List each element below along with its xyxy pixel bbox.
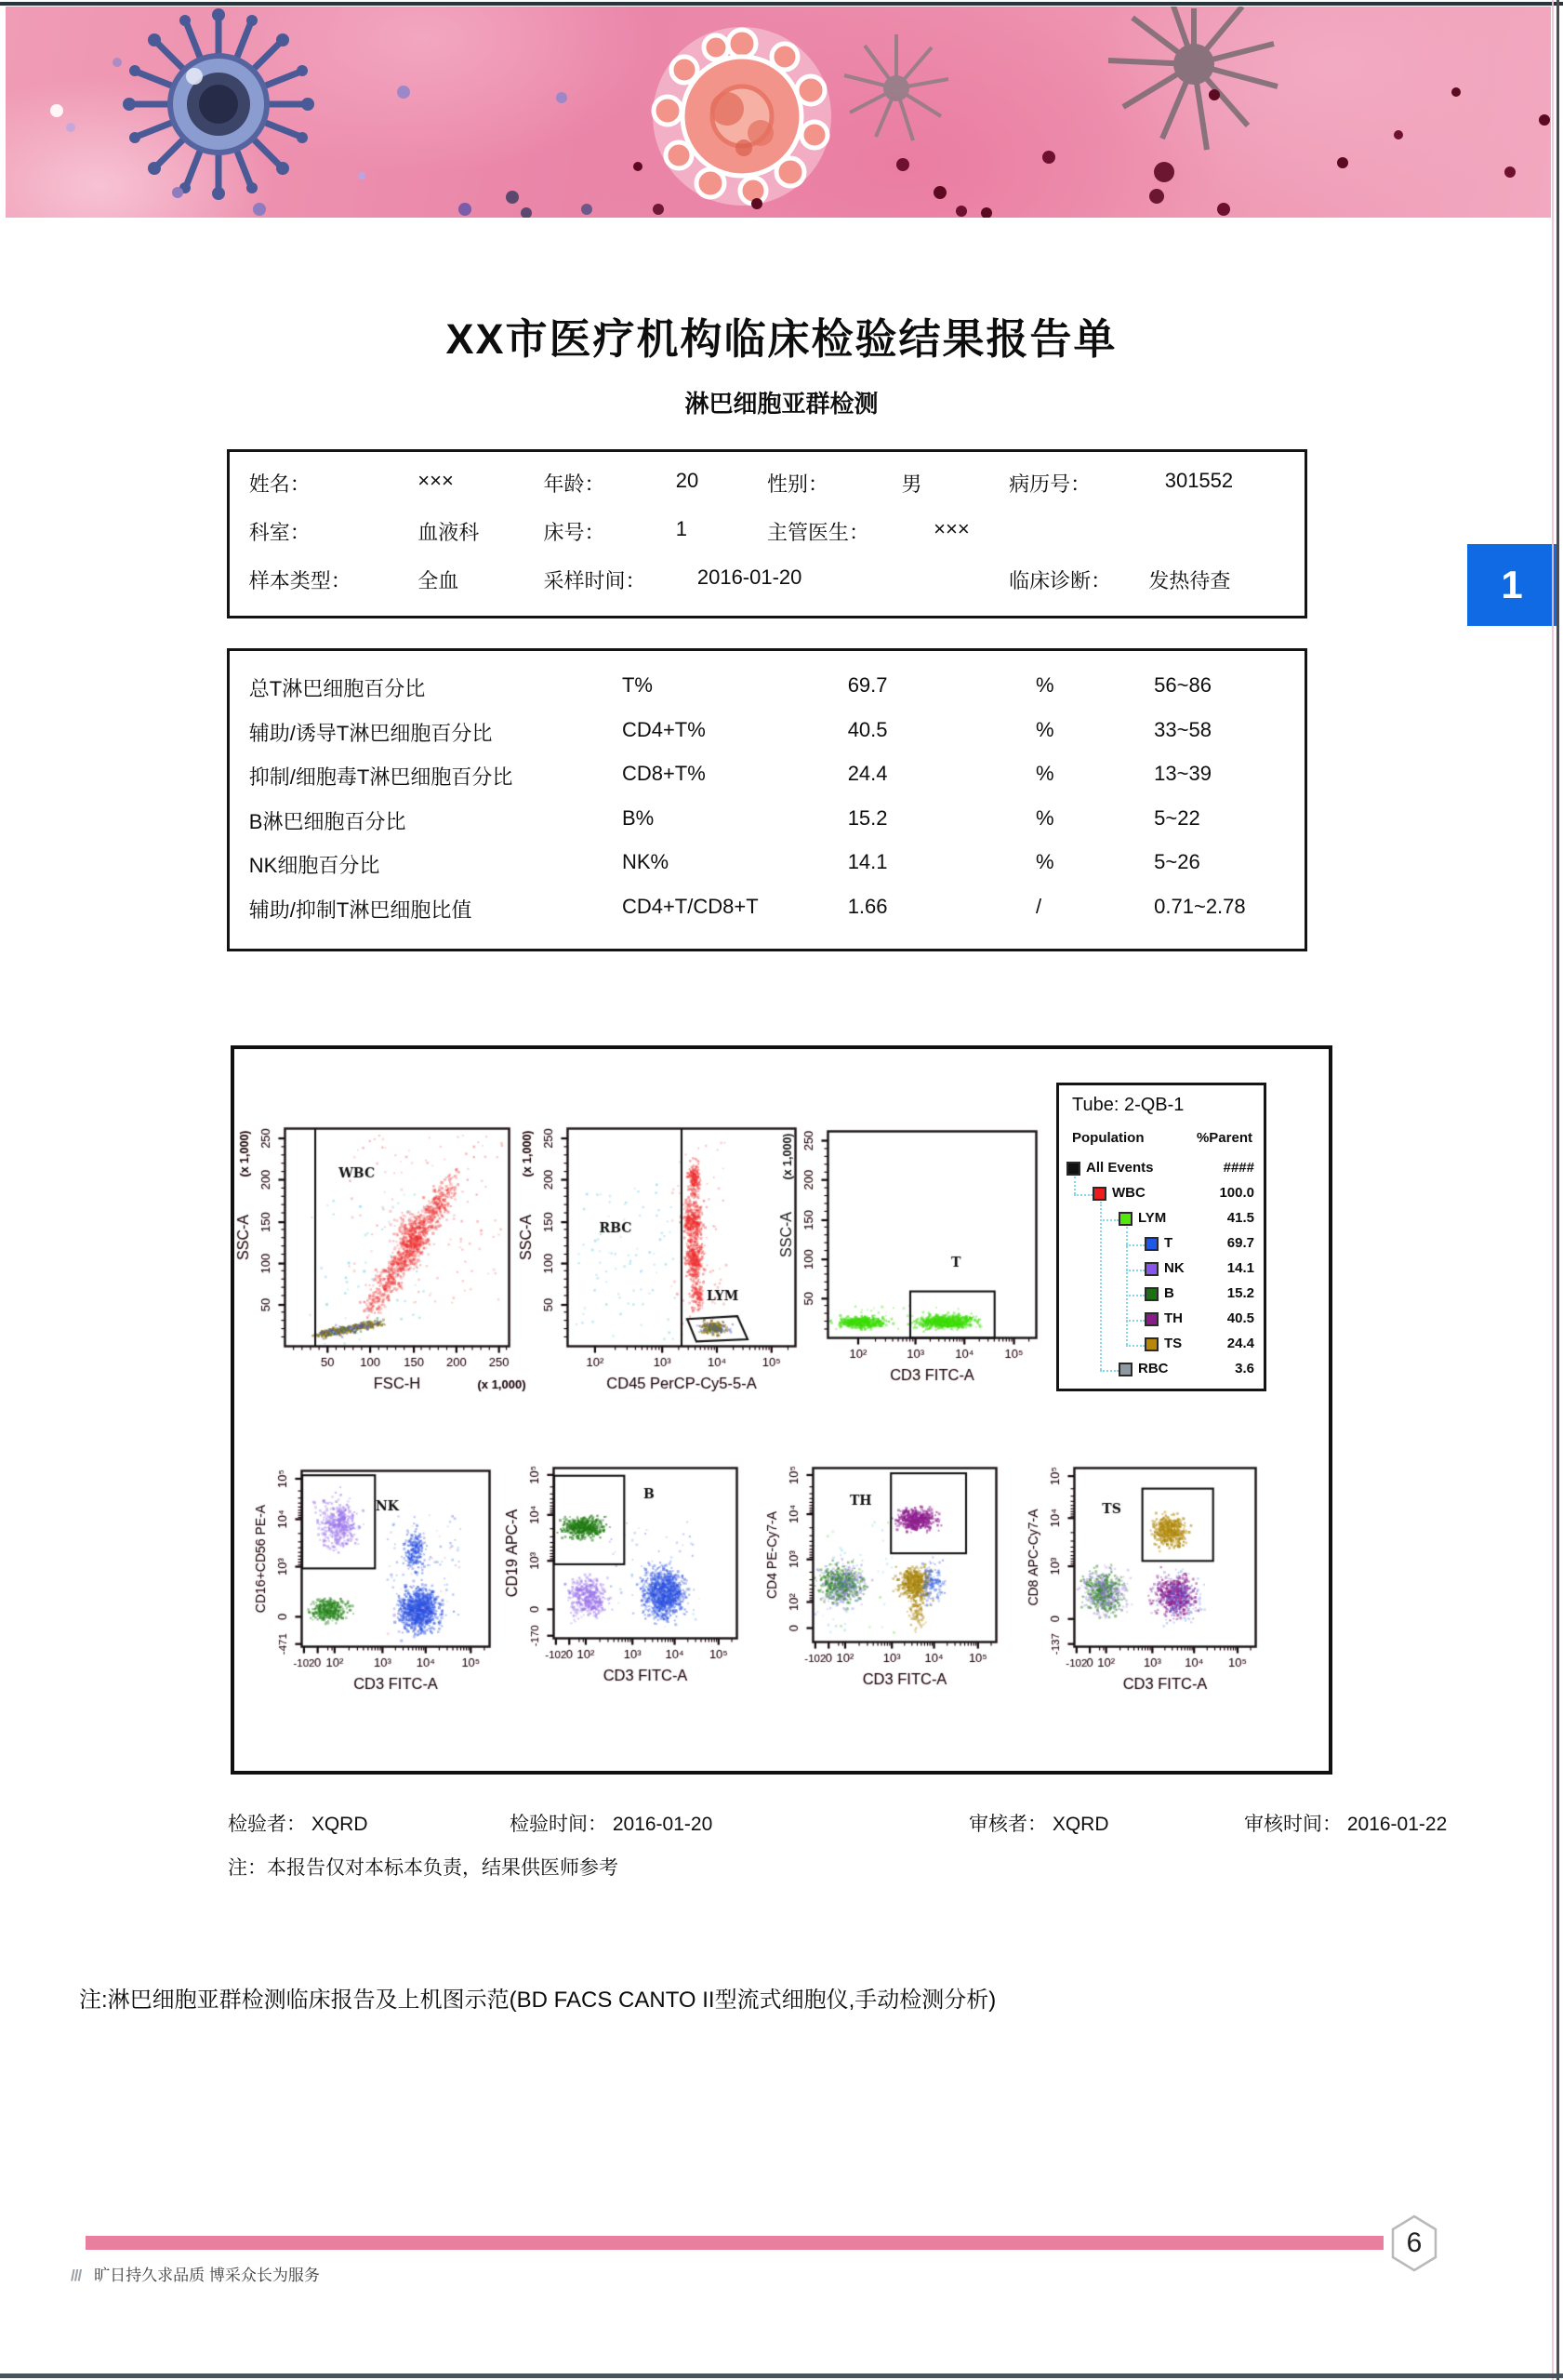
gray-virus-small-icon — [844, 34, 948, 140]
virus-illustration — [6, 7, 1551, 218]
result-unit: % — [1036, 850, 1054, 873]
legend-swatch-ts — [1145, 1337, 1159, 1351]
legend-swatch-nk — [1145, 1262, 1159, 1276]
legend-swatch-rbc — [1119, 1363, 1133, 1376]
legend-tree-connector — [1074, 1194, 1093, 1196]
legend-population-name: T — [1164, 1235, 1173, 1251]
page-bottom-edge — [0, 2373, 1563, 2378]
patient-field-value: 20 — [675, 469, 699, 492]
result-unit: % — [1036, 717, 1054, 741]
legend-population-name: LYM — [1138, 1210, 1167, 1226]
legend-swatch-lym — [1119, 1212, 1133, 1226]
patient-field-value: 发热待查 — [1148, 569, 1231, 592]
legend-tree-connector — [1100, 1370, 1119, 1372]
result-value: 1.66 — [847, 894, 888, 918]
signature-item: 审核时间： 2016-01-22 — [1244, 1814, 1448, 1835]
slash-icon: /// — [71, 2267, 82, 2284]
legend-parent-percent: 14.1 — [1226, 1260, 1254, 1276]
patient-field-label: 床号： — [543, 521, 605, 544]
legend-population-name: NK — [1164, 1260, 1185, 1276]
footer-slogan-text: 旷日持久求品质 博采众长为服务 — [94, 2267, 320, 2284]
legend-tree-connector — [1126, 1295, 1145, 1296]
patient-field-label: 主管医生： — [767, 521, 870, 544]
legend-population-name: All Events — [1086, 1160, 1154, 1176]
legend-tree-connector — [1074, 1177, 1076, 1194]
legend-population-name: WBC — [1112, 1185, 1146, 1201]
result-value: 15.2 — [847, 805, 888, 830]
legend-tree-connector — [1100, 1202, 1102, 1370]
coral-virus-icon — [653, 27, 831, 206]
footer-accent-bar — [86, 2236, 1384, 2250]
legend-parent-percent: 24.4 — [1226, 1336, 1254, 1351]
legend-population-name: TH — [1164, 1310, 1183, 1326]
page-top-edge — [0, 2, 1563, 6]
patient-info-table — [227, 449, 1307, 618]
blue-virus-icon — [123, 8, 314, 200]
result-value: 24.4 — [847, 762, 888, 785]
patient-field-label: 临床诊断： — [1009, 569, 1112, 592]
result-item-name: 抑制/细胞毒T淋巴细胞百分比 — [248, 765, 513, 789]
legend-population-name: TS — [1164, 1336, 1183, 1351]
result-item-name: NK细胞百分比 — [248, 854, 380, 877]
result-code: CD4+T/CD8+T — [621, 894, 759, 918]
legend-col-parent: %Parent — [1196, 1130, 1252, 1146]
result-value: 69.7 — [847, 673, 888, 697]
result-code: CD8+T% — [621, 762, 706, 785]
patient-field-label: 性别： — [767, 472, 829, 496]
result-item-name: 辅助/诱导T淋巴细胞百分比 — [248, 721, 493, 745]
legend-swatch-b — [1145, 1287, 1159, 1301]
patient-field-label: 采样时间： — [543, 569, 646, 592]
result-item-name: 辅助/抑制T淋巴细胞比值 — [248, 897, 472, 922]
result-reference-range: 5~26 — [1154, 850, 1200, 873]
page-right-edge — [1556, 0, 1559, 2380]
legend-population-name: RBC — [1138, 1361, 1169, 1376]
legend-tree-connector — [1126, 1270, 1145, 1271]
legend-tree-connector — [1126, 1345, 1145, 1347]
result-code: T% — [621, 673, 653, 697]
gray-virus-large-icon — [1108, 7, 1278, 204]
patient-field-label: 年龄： — [543, 472, 605, 496]
legend-swatch-all-events — [1066, 1162, 1080, 1176]
legend-tree-connector — [1126, 1320, 1145, 1322]
result-reference-range: 0.71~2.78 — [1154, 894, 1246, 918]
patient-field-value: 2016-01-20 — [696, 565, 802, 589]
result-reference-range: 13~39 — [1154, 762, 1212, 785]
report-note: 注：本报告仅对本标本负责，结果供医师参考 — [228, 1857, 618, 1879]
footer-slogan — [71, 2262, 320, 2285]
legend-parent-percent: 100.0 — [1219, 1185, 1254, 1201]
page-title: XX市医疗机构临床检验结果报告单 — [445, 315, 1118, 363]
chapter-side-tab: 1 — [1467, 544, 1556, 626]
result-reference-range: 56~86 — [1154, 673, 1212, 697]
patient-field-label: 病历号： — [1009, 472, 1092, 496]
signature-item: 审核者： XQRD — [969, 1814, 1109, 1835]
result-unit: % — [1036, 805, 1054, 830]
legend-col-population: Population — [1072, 1130, 1145, 1146]
banner-image — [6, 7, 1551, 218]
patient-field-value: ××× — [417, 469, 454, 492]
legend-tree-connector — [1100, 1219, 1119, 1221]
page-right-edge-pink — [1552, 0, 1554, 2380]
legend-swatch-th — [1145, 1312, 1159, 1326]
signature-item: 检验者： XQRD — [228, 1814, 368, 1835]
signature-item: 检验时间： 2016-01-20 — [510, 1814, 713, 1835]
result-unit: / — [1036, 894, 1042, 918]
result-reference-range: 5~22 — [1154, 805, 1200, 830]
patient-field-value: 301552 — [1164, 469, 1234, 492]
legend-parent-percent: 3.6 — [1235, 1361, 1254, 1376]
patient-field-label: 样本类型： — [248, 569, 351, 592]
page-number: 6 — [1406, 2227, 1423, 2258]
bottom-note: 注:淋巴细胞亚群检测临床报告及上机图示范(BD FACS CANTO II型流式细胞仪,手动检测分析) — [79, 1988, 997, 2013]
result-value: 40.5 — [847, 717, 888, 741]
legend-parent-percent: 15.2 — [1226, 1285, 1254, 1301]
result-value: 14.1 — [847, 850, 888, 873]
legend-tree-connector — [1126, 1244, 1145, 1246]
results-table — [227, 648, 1307, 951]
result-item-name: 总T淋巴细胞百分比 — [248, 677, 426, 700]
result-code: NK% — [621, 850, 669, 873]
legend-parent-percent: #### — [1223, 1160, 1254, 1176]
population-legend — [1056, 1083, 1266, 1391]
patient-field-value: 1 — [675, 517, 687, 540]
patient-field-value: 血液科 — [417, 521, 480, 544]
result-item-name: B淋巴细胞百分比 — [248, 809, 406, 833]
page-subtitle: 淋巴细胞亚群检测 — [684, 390, 879, 418]
legend-swatch-t — [1145, 1237, 1159, 1251]
result-code: CD4+T% — [621, 717, 706, 741]
result-reference-range: 33~58 — [1154, 717, 1212, 741]
patient-field-label: 姓名： — [248, 472, 311, 496]
legend-parent-percent: 40.5 — [1226, 1310, 1254, 1326]
patient-field-value: ××× — [934, 517, 970, 540]
legend-swatch-wbc — [1093, 1187, 1106, 1201]
tube-label: Tube: 2-QB-1 — [1072, 1095, 1185, 1115]
legend-population-name: B — [1164, 1285, 1174, 1301]
patient-field-label: 科室： — [248, 521, 311, 544]
result-code: B% — [621, 805, 655, 830]
patient-field-value: 全血 — [417, 569, 459, 592]
legend-parent-percent: 41.5 — [1226, 1210, 1254, 1226]
result-unit: % — [1036, 673, 1054, 697]
result-unit: % — [1036, 762, 1054, 785]
patient-field-value: 男 — [901, 472, 922, 496]
legend-parent-percent: 69.7 — [1226, 1235, 1254, 1251]
